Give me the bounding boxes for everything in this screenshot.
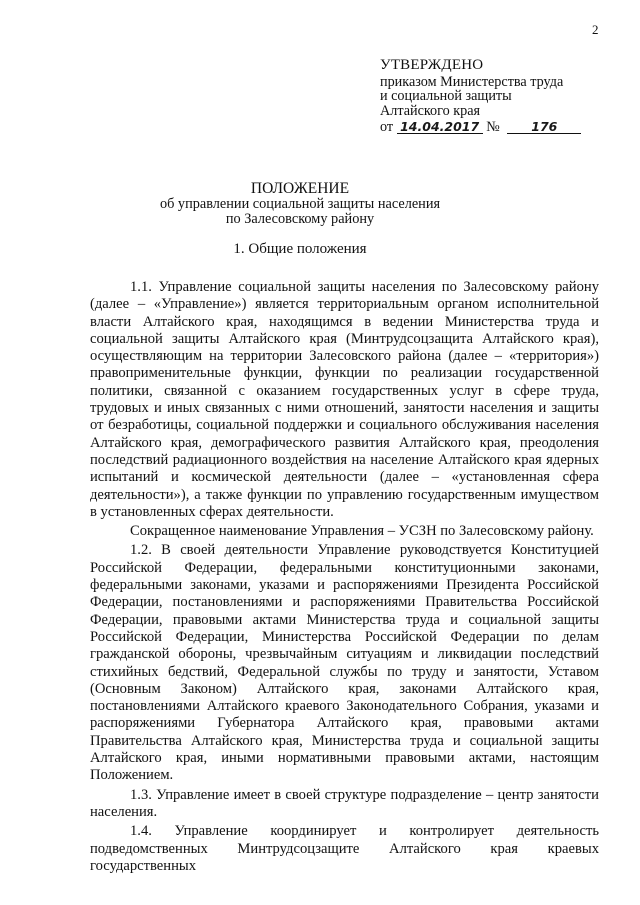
handwritten-date: 14.04.2017 (397, 120, 483, 134)
number-prefix: № (486, 119, 500, 136)
paragraph: Сокращенное наименование Управления – УСЗН по Залесовскому району. (130, 523, 594, 540)
page-number: 2 (592, 22, 599, 37)
approval-line: и социальной защиты (380, 88, 512, 105)
approval-line: Алтайского края (380, 102, 481, 119)
document-title (100, 182, 500, 226)
paragraph: 1.4. Управление координирует и контролирует деятельность подведомственных Минтрудсоцзащите Алтайского края краевых государственных (90, 823, 599, 874)
title-line: по Залесовскому району (225, 210, 375, 227)
date-prefix: от (380, 119, 394, 136)
paragraph: 1.3. Управление имеет в своей структуре подразделение – центр занятости населения. (90, 786, 599, 820)
paragraph: 1.2. В своей деятельности Управление руководствуется Конституцией Российской Федерации, федеральными конституционными законами, федеральными законами, указами и распоряжениями Президента Российской Федерации, постановлениями и распоряжениями Правительства Российской Федерации, правовыми актами Министерства труда и социальной защиты Российской Федерации, Министерства Российской Федерации по делам гражданской обороны, чрезвычайным ситуациям и ликвидации последствий стихийных бедствий, Федеральной службы по труду и занятости, Уставом (Основным Законом) Алтайского края, законами Алтайского края, постановлениями Алтайского краевого Законодательного Собрания, указами и распоряжениями Губернатора Алтайского края, правовыми актами Правительства Алтайского края, Министерства труда и социальной защиты Алтайского края, иными нормативными правовыми актами, настоящим Положением. (90, 542, 599, 784)
handwritten-order-number: 176 (507, 120, 581, 134)
approval-heading: УТВЕРЖДЕНО (380, 57, 484, 73)
title-main: ПОЛОЖЕНИЕ (250, 180, 350, 197)
approval-stamp (380, 58, 620, 135)
section-heading: 1. Общие положения (233, 241, 367, 257)
document-body (90, 279, 599, 875)
approval-line: приказом Министерства труда (380, 73, 564, 90)
title-line: об управлении социальной защиты населения (159, 196, 441, 213)
approval-date-line (380, 120, 620, 135)
paragraph: 1.1. Управление социальной защиты населения по Залесовскому району (далее – «Управление») является территориальным органом исполнительной власти Алтайского края, находящимся в ведении Министерства труда и социальной защиты Алтайского края (Минтрудсоцзащита Алтайского края), осуществляющим на территории Залесовского района (далее – «территория») правоприменительные функции, функции по реализации государственной политики, связанной с оказанием государственных услуг в сфере труда, трудовых и иных связанных с ними отношений, занятости населения и защиты от безработицы, социальной поддержки и социального обслуживания населения Алтайского края, демографического развития Алтайского края, преодоления последствий радиационного воздействия на население Алтайского края ядерных испытаний и космической деятельности (далее – «установленная сфера деятельности»), а также функции по управлению государственным имуществом в установленных сферах деятельности. (90, 279, 599, 520)
